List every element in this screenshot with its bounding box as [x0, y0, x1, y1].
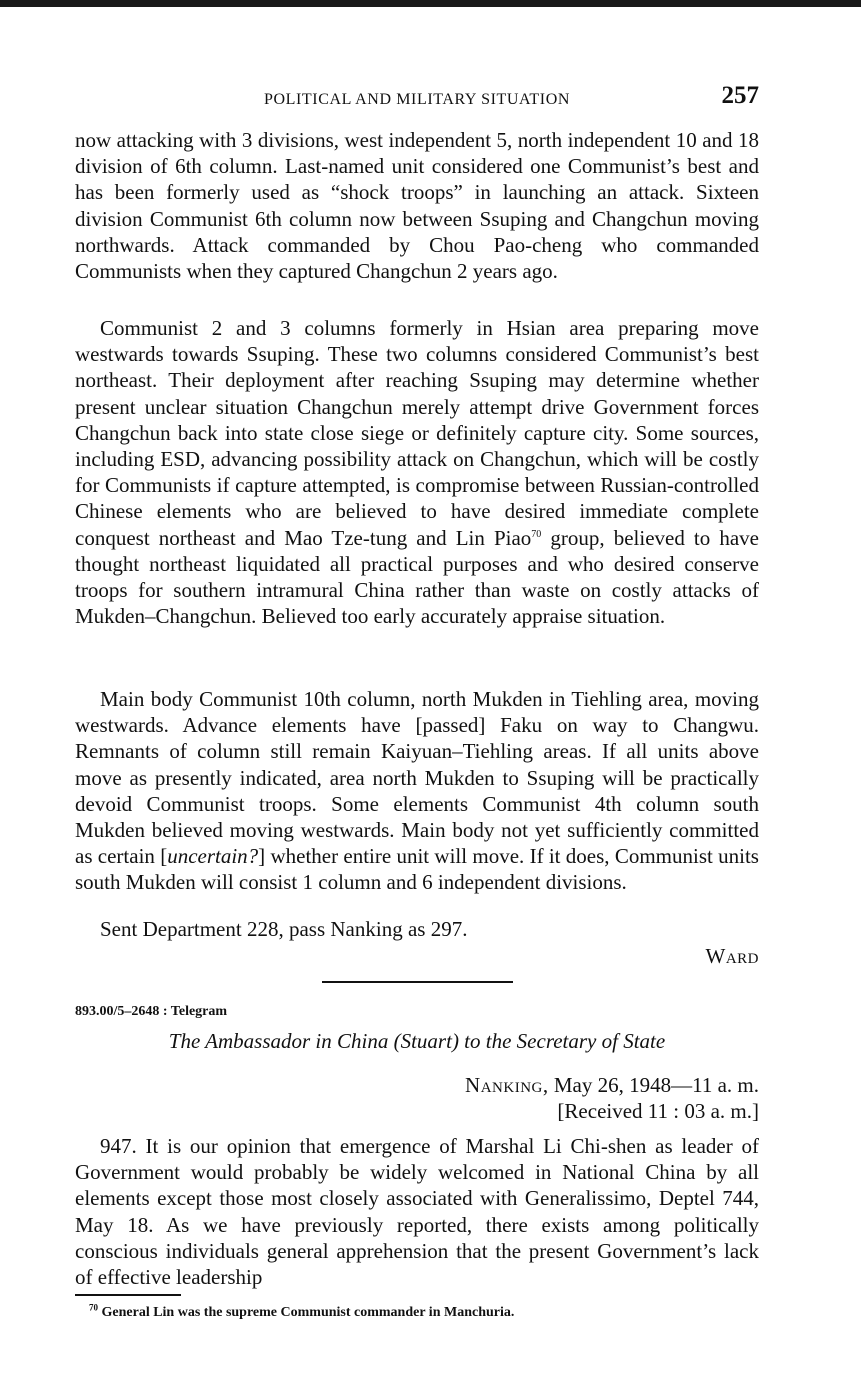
body-paragraph-5: 947. It is our opinion that emergence of Marshal Li Chi-shen as leader of Government would probably be widely welcomed in National China by all elements except those most closely associated with Generalissimo, Deptel 744, May 18. As we have previously reported, there exists among politically conscious individuals general apprehension that the present Government’s lack of effective leadership — [75, 1134, 759, 1290]
dateline-date: May 26, 1948—11 a. m. — [553, 1073, 759, 1097]
paragraph-3-text: Main body Communist 10th column, north Mukden in Tiehling area, moving westwards. Advance elements have [passed] Faku on way to Changwu. Remnants of column still remain Kaiyuan–Tiehling areas. If all units above move as presently indicated, area north Mukden to Ssuping will be practically devoid Communist troops. Some elements Communist 4th column south Mukden believed moving westwards. Main body not yet sufficiently committed as certain [ — [75, 687, 759, 869]
dateline — [465, 1073, 759, 1098]
dateline-city: Nanking, — [465, 1073, 549, 1097]
page-number: 257 — [721, 82, 759, 109]
signature: Ward — [705, 944, 759, 968]
top-border-rule — [0, 0, 861, 7]
footnote-reference: 70 — [531, 528, 542, 540]
paragraph-3-continuation: ] whether entire unit will move. If it does, Communist units south Mukden will consist 1 column and 6 independent divisions. — [75, 844, 759, 895]
document-title: The Ambassador in China (Stuart) to the Secretary of State — [168, 1029, 666, 1053]
body-paragraph-2 — [75, 315, 759, 629]
editorial-note: uncertain? — [167, 844, 259, 869]
footnote — [75, 1302, 759, 1321]
body-paragraph-4: Sent Department 228, pass Nanking as 297. — [100, 917, 468, 941]
paragraph-2-continuation: group, believed to have thought northeast liquidated all practical purposes and who desired conserve troops for southern intramural China rather than waste on costly attacks of Mukden–Changchun. Believed too early accurately appraise situation. — [75, 525, 759, 629]
footnote-text: General Lin was the supreme Communist commander in Manchuria. — [101, 1305, 515, 1320]
footnote-rule — [75, 1294, 181, 1296]
running-header — [75, 82, 759, 114]
received-time: [Received 11 : 03 a. m.] — [557, 1099, 759, 1123]
running-title: POLITICAL AND MILITARY SITUATION — [263, 91, 571, 108]
section-separator — [322, 981, 513, 983]
body-paragraph-3 — [75, 686, 759, 896]
paragraph-2-text: Communist 2 and 3 columns formerly in Hsian area preparing move westwards towards Ssuping. These two columns considered Communist’s best northeast. Their deployment after reaching Ssuping may determine whether present unclear situation Changchun merely attempt drive Government forces Changchun back into state close siege or definitely capture city. Some sources, including ESD, advancing possibility attack on Changchun, which will be costly for Communists if capture attempted, is compromise between Russian-controlled Chinese elements who are believed to have desired immediate complete conquest northeast and Mao Tze-tung and Lin Piao — [75, 316, 759, 550]
body-paragraph-1: now attacking with 3 divisions, west independent 5, north independent 10 and 18 division of 6th column. Last-named unit considered one Communist’s best and has been formerly used as “shock troops” in launching an attack. Sixteen division Communist 6th column now between Ssuping and Changchun moving northwards. Attack commanded by Chou Pao-cheng who commanded Communists when they captured Changchun 2 years ago. — [75, 128, 759, 284]
footnote-number: 70 — [89, 1302, 98, 1313]
file-number: 893.00/5–2648 : Telegram — [75, 1004, 228, 1019]
